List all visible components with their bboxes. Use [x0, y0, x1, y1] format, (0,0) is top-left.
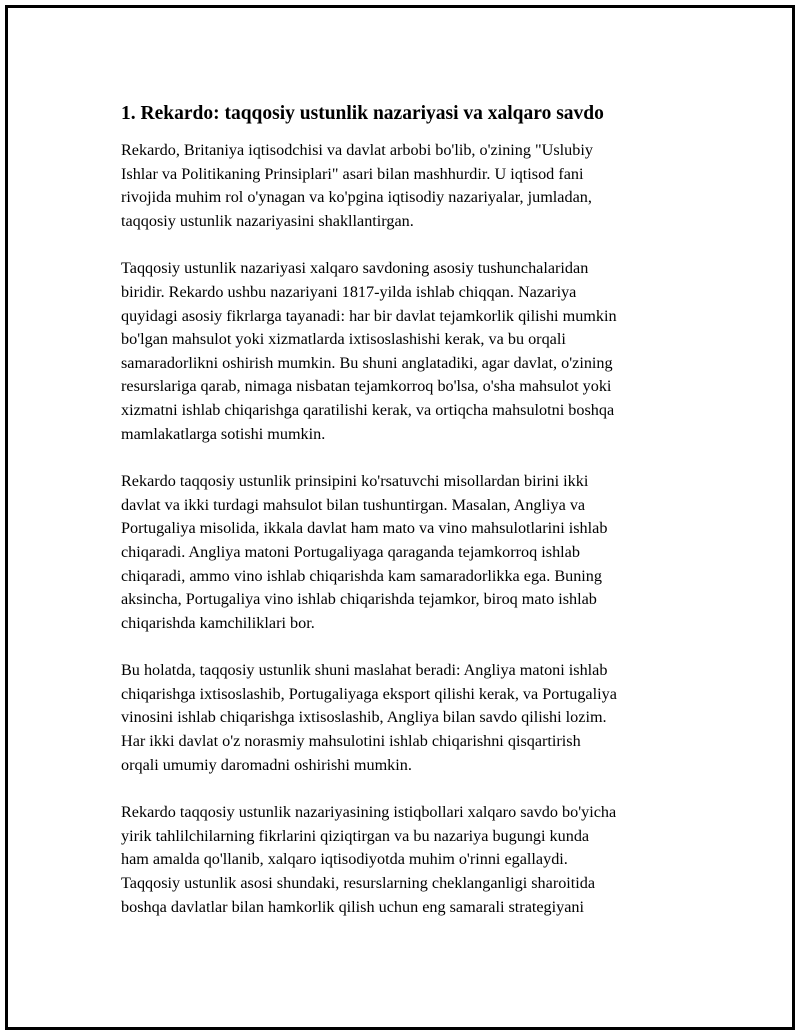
text-line: chiqaradi. Angliya matoni Portugaliyaga qaraganda tejamkorroq ishlab	[121, 542, 580, 561]
text-line: Bu holatda, taqqosiy ustunlik shuni maslahat beradi: Angliya matoni ishlab	[121, 661, 608, 680]
text-line: biridir. Rekardo ushbu nazariyani 1817-yilda ishlab chiqqan. Nazariya	[121, 282, 577, 301]
text-line: quyidagi asosiy fikrlarga tayanadi: har bir davlat tejamkorlik qilishi mumkin	[121, 306, 617, 325]
text-line: boshqa davlatlar bilan hamkorlik qilish uchun eng samarali strategiyani	[121, 897, 585, 916]
paragraph	[121, 659, 691, 777]
text-line: Taqqosiy ustunlik asosi shundaki, resurslarning cheklanganligi sharoitida	[121, 874, 596, 893]
text-line: bo'lgan mahsulot yoki xizmatlarda ixtisoslashishi kerak, va bu orqali	[121, 330, 566, 349]
text-line: samaradorlikni oshirish mumkin. Bu shuni anglatadiki, agar davlat, o'zining	[121, 353, 613, 372]
text-line: davlat va ikki turdagi mahsulot bilan tushuntirgan. Masalan, Angliya va	[121, 495, 586, 514]
text-line: ham amalda qo'llanib, xalqaro iqtisodiyotda muhim o'rinni egallaydi.	[121, 850, 568, 869]
text-line: chiqarishda kamchiliklari bor.	[121, 613, 315, 632]
text-line: resurslariga qarab, nimaga nisbatan tejamkorroq bo'lsa, o'sha mahsulot yoki	[121, 377, 612, 396]
text-line: Har ikki davlat o'z norasmiy mahsulotini ishlab chiqarishni qisqartirish	[121, 732, 581, 751]
paragraph	[121, 801, 691, 919]
text-line: vinosini ishlab chiqarishga ixtisoslashib, Angliya bilan savdo qilishi lozim.	[121, 708, 607, 727]
text-line: aksincha, Portugaliya vino ishlab chiqarishda tejamkor, biroq mato ishlab	[121, 590, 597, 609]
document-body	[121, 101, 691, 943]
text-line: yirik tahlilchilarning fikrlarini qiziqtirgan va bu nazariya bugungi kunda	[121, 826, 590, 845]
text-line: Taqqosiy ustunlik nazariyasi xalqaro savdoning asosiy tushunchalaridan	[121, 259, 589, 278]
section-heading: 1. Rekardo: taqqosiy ustunlik nazariyasi va xalqaro savdo	[121, 103, 604, 124]
text-line: chiqaradi, ammo vino ishlab chiqarishda kam samaradorlikka ega. Buning	[121, 566, 602, 585]
text-line: xizmatni ishlab chiqarishga qaratilishi kerak, va ortiqcha mahsulotni boshqa	[121, 400, 615, 419]
text-line: rivojida muhim rol o'ynagan va ko'pgina iqtisodiy nazariyalar, jumladan,	[121, 188, 592, 207]
page-frame	[5, 5, 795, 1030]
text-line: Rekardo, Britaniya iqtisodchisi va davlat arbobi bo'lib, o'zining "Uslubiy	[121, 141, 593, 159]
paragraph	[121, 470, 691, 635]
paragraph	[121, 139, 691, 233]
text-line: chiqarishga ixtisoslashib, Portugaliyaga eksport qilishi kerak, va Portugaliya	[121, 684, 617, 703]
text-line: Portugaliya misolida, ikkala davlat ham mato va vino mahsulotlarini ishlab	[121, 519, 608, 538]
text-line: mamlakatlarga sotishi mumkin.	[121, 424, 326, 443]
text-line: taqqosiy ustunlik nazariyasini shakllantirgan.	[121, 211, 414, 230]
text-line: Rekardo taqqosiy ustunlik prinsipini ko'rsatuvchi misollardan birini ikki	[121, 472, 589, 491]
text-line: Rekardo taqqosiy ustunlik nazariyasining istiqbollari xalqaro savdo bo'yicha	[121, 803, 617, 822]
paragraph	[121, 257, 691, 446]
text-line: orqali umumiy daromadni oshirishi mumkin.	[121, 755, 412, 774]
text-line: Ishlar va Politikaning Prinsiplari" asari bilan mashhurdir. U iqtisod fani	[121, 164, 584, 183]
